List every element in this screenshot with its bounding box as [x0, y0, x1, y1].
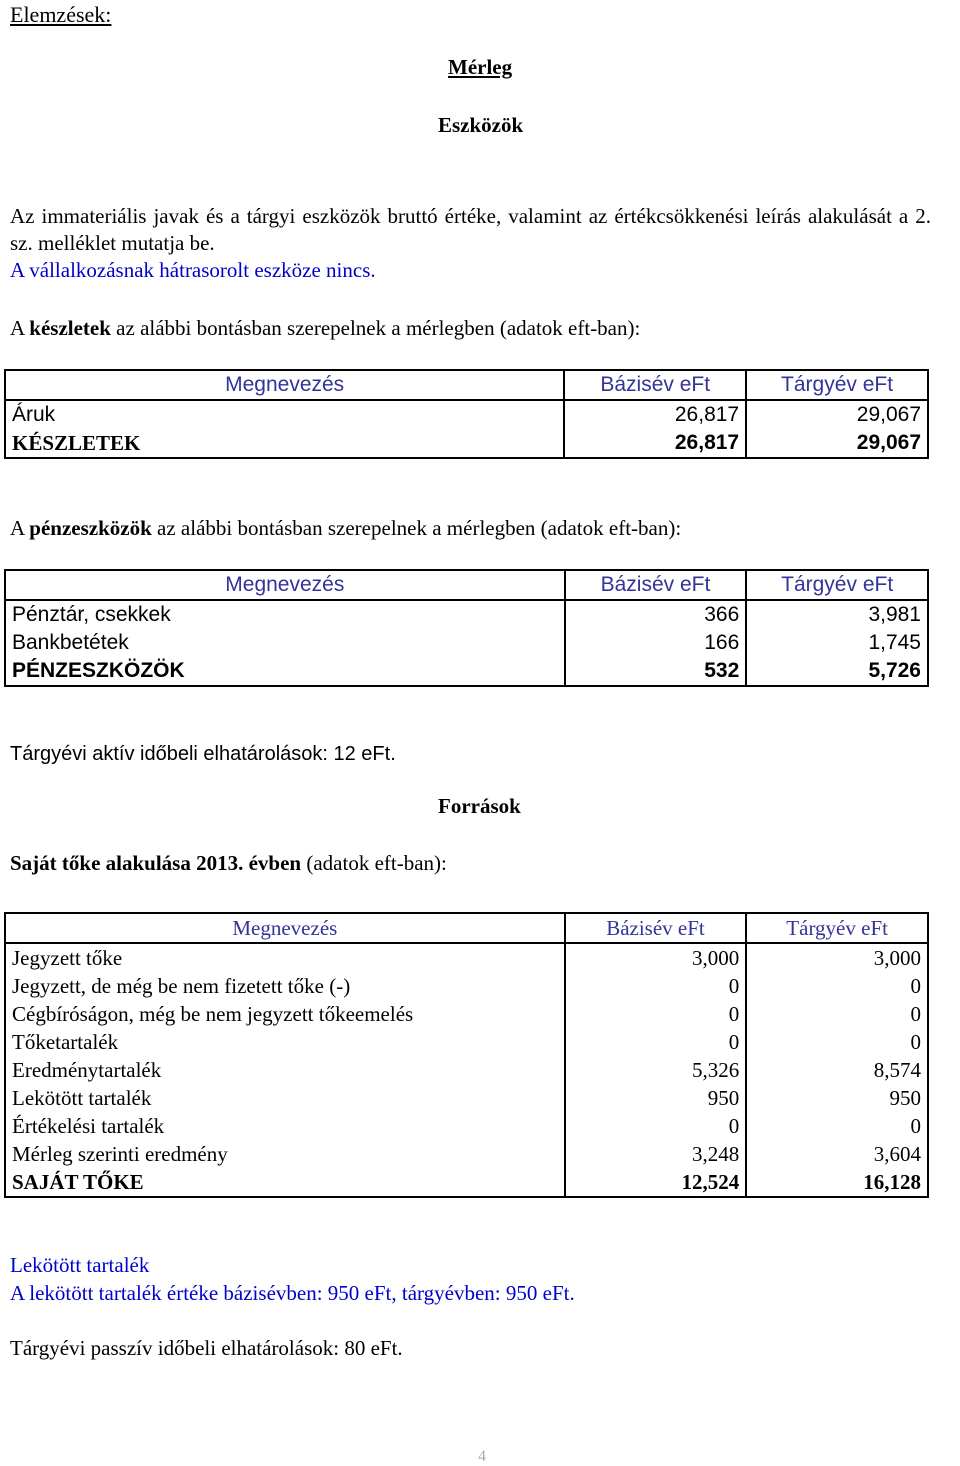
- penz-intro: [10, 516, 681, 541]
- row-current: 1,745: [746, 629, 928, 657]
- aktiv-elhatarolas-text: Tárgyévi aktív időbeli elhatárolások: 12 eFt.: [10, 743, 396, 765]
- table-row: [5, 1084, 928, 1112]
- table-row: [5, 972, 928, 1000]
- intro-bold: készletek: [29, 316, 111, 340]
- row-base: 12,524: [565, 1168, 747, 1197]
- table-total-row: [5, 1168, 928, 1197]
- row-base: 3,000: [565, 943, 747, 972]
- row-name: Jegyzett tőke: [12, 946, 123, 970]
- table-header-row: [5, 570, 928, 600]
- row-base: 3,248: [565, 1140, 747, 1168]
- table-total-row: [5, 429, 928, 458]
- header-name: Megnevezés: [5, 370, 564, 400]
- row-base: 5,326: [565, 1056, 747, 1084]
- row-current: 8,574: [746, 1056, 928, 1084]
- sajat-toke-table: [4, 912, 929, 1198]
- title-eszkozok: Eszközök: [438, 113, 524, 137]
- table-row: [5, 629, 928, 657]
- header-base: Bázisév eFt: [564, 370, 746, 400]
- row-name: Bankbetétek: [12, 631, 129, 654]
- row-name: Áruk: [12, 403, 56, 426]
- row-current: 950: [746, 1084, 928, 1112]
- title-merleg: Mérleg: [448, 55, 513, 79]
- header-current: Tárgyév eFt: [746, 370, 928, 400]
- row-name: Mérleg szerinti eredmény: [12, 1142, 228, 1166]
- row-base: 26,817: [564, 429, 746, 458]
- title-forrasok: Források: [438, 794, 521, 818]
- table-row: [5, 1056, 928, 1084]
- row-base: 366: [565, 600, 747, 629]
- row-name: SAJÁT TŐKE: [12, 1170, 144, 1194]
- header-current: Tárgyév eFt: [746, 913, 928, 943]
- lekotott-heading: Lekötött tartalék: [10, 1253, 150, 1277]
- section-heading: Elemzések:: [10, 2, 112, 27]
- table-row: [5, 943, 928, 972]
- row-current: 16,128: [746, 1168, 928, 1197]
- row-current: 0: [746, 972, 928, 1000]
- sajat-toke-intro: [10, 851, 447, 876]
- row-name: Cégbíróságon, még be nem jegyzett tőkeemelés: [12, 1002, 414, 1026]
- intro-bold: Saját tőke alakulása 2013. évben: [10, 851, 302, 875]
- table-row: [5, 1140, 928, 1168]
- row-current: 29,067: [746, 400, 928, 429]
- keszletek-intro: [10, 316, 640, 341]
- lekotott-text: A lekötött tartalék értéke bázisévben: 950 eFt, tárgyévben: 950 eFt.: [10, 1281, 575, 1305]
- row-name: KÉSZLETEK: [12, 431, 141, 455]
- row-current: 0: [746, 1112, 928, 1140]
- table-total-row: [5, 657, 928, 686]
- passziv-elhatarolas-text: Tárgyévi passzív időbeli elhatárolások: 80 eFt.: [10, 1336, 403, 1360]
- row-name: Lekötött tartalék: [12, 1086, 152, 1110]
- penz-table: [4, 569, 929, 687]
- table-row: [5, 1000, 928, 1028]
- row-name: Jegyzett, de még be nem fizetett tőke (-): [12, 974, 351, 998]
- row-current: 3,000: [746, 943, 928, 972]
- row-current: 3,981: [746, 600, 928, 629]
- row-name: PÉNZESZKÖZÖK: [12, 659, 185, 682]
- row-name: Pénztár, csekkek: [12, 603, 171, 626]
- row-name: Tőketartalék: [12, 1030, 119, 1054]
- row-name: Eredménytartalék: [12, 1058, 162, 1082]
- row-name: Értékelési tartalék: [12, 1114, 165, 1138]
- table-row: [5, 600, 928, 629]
- row-base: 0: [565, 1112, 747, 1140]
- intro-pre: A: [10, 516, 30, 540]
- intro-post: az alábbi bontásban szerepelnek a mérlegben (adatok eft-ban):: [110, 316, 641, 340]
- row-current: 29,067: [746, 429, 928, 458]
- intro-bold: pénzeszközök: [29, 516, 152, 540]
- header-base: Bázisév eFt: [565, 913, 747, 943]
- header-base: Bázisév eFt: [565, 570, 747, 600]
- intro-pre: A: [10, 316, 30, 340]
- intro-post: az alábbi bontásban szerepelnek a mérlegben (adatok eft-ban):: [151, 516, 682, 540]
- hatrasorolt-text: A vállalkozásnak hátrasorolt eszköze nincs.: [10, 258, 376, 282]
- header-name: Megnevezés: [5, 570, 565, 600]
- row-base: 0: [565, 1028, 747, 1056]
- header-name: Megnevezés: [5, 913, 565, 943]
- row-base: 166: [565, 629, 747, 657]
- table-header-row: [5, 370, 928, 400]
- immat-paragraph: Az immateriális javak és a tárgyi eszközök bruttó értéke, valamint az értékcsökkenési leírás alakulását a 2. sz. melléklet mutatja be.: [10, 204, 931, 255]
- row-base: 0: [565, 1000, 747, 1028]
- table-row: [5, 1112, 928, 1140]
- keszletek-table: [4, 369, 929, 459]
- row-base: 532: [565, 657, 747, 686]
- row-current: 5,726: [746, 657, 928, 686]
- table-row: [5, 1028, 928, 1056]
- row-current: 0: [746, 1028, 928, 1056]
- row-base: 0: [565, 972, 747, 1000]
- row-current: 0: [746, 1000, 928, 1028]
- intro-post: (adatok eft-ban):: [301, 851, 447, 875]
- row-current: 3,604: [746, 1140, 928, 1168]
- row-base: 950: [565, 1084, 747, 1112]
- table-row: [5, 400, 928, 429]
- row-base: 26,817: [564, 400, 746, 429]
- table-header-row: [5, 913, 928, 943]
- header-current: Tárgyév eFt: [746, 570, 928, 600]
- page-number: 4: [478, 1448, 486, 1465]
